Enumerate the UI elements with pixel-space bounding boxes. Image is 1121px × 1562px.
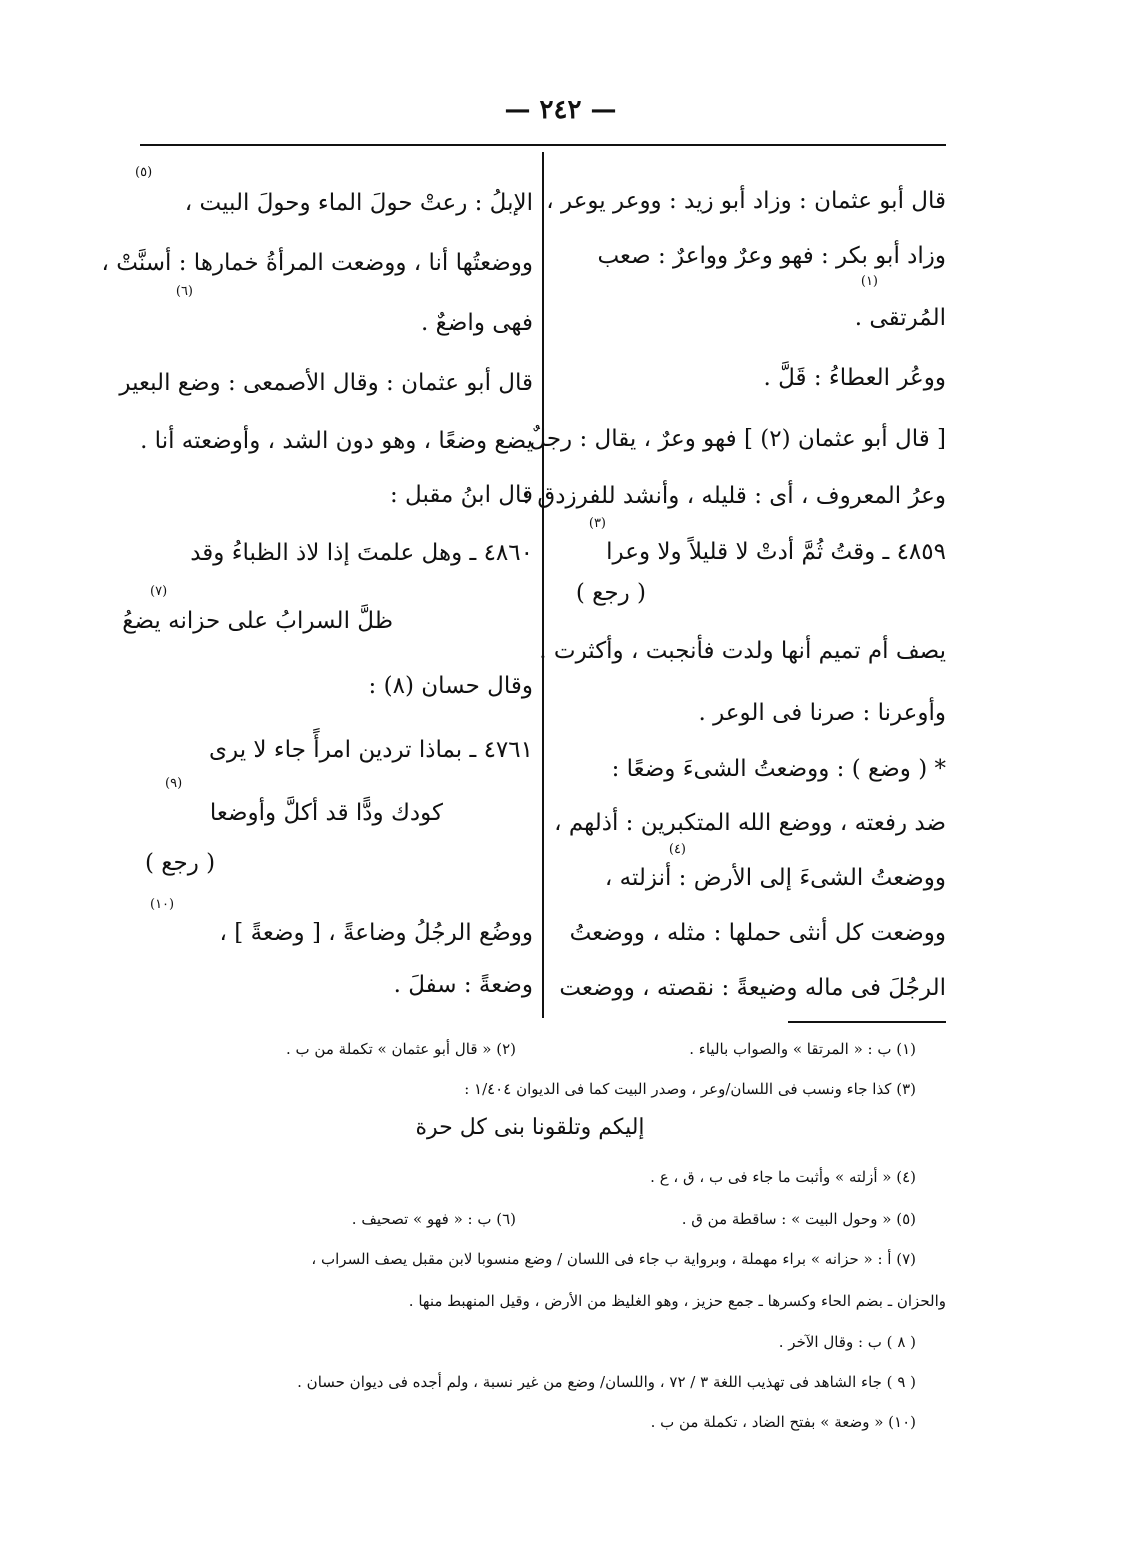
text-line: قال أبو عثمان : وقال الأصمعى : وضع البعير (119, 370, 533, 396)
column-divider (542, 152, 544, 1018)
header-rule (140, 144, 946, 146)
footnote: والحزان ـ بضم الحاء وكسرها ـ جمع حزيز ، وهو الغليظ من الأرض ، وقيل المنهبط منها . (408, 1292, 946, 1310)
footnote-marker: (٣) (588, 516, 606, 531)
verse-line: ٤٨٦٠ ـ وهل علمتَ إذا لاذ الظباءُ وقد (190, 540, 533, 566)
footnote-marker: (١) (860, 274, 878, 289)
footnote: (٢) « قال أبو عثمان » تكملة من ب . (286, 1040, 516, 1058)
text-line: قال أبو عثمان : وزاد أبو زيد : ووعر يوعر ، (546, 188, 946, 214)
verse-line: ٤٧٦١ ـ بماذا تردين امرأً جاء لا يرى (209, 737, 533, 763)
text-line: ووضعت كل أنثى حملها : مثله ، ووضعتُ (569, 920, 946, 946)
text-line: فهى واضعٌ . (421, 310, 533, 336)
text-line: قال ابنُ مقبل : (389, 482, 533, 508)
footnote: (١) ب : « المرتقا » والصواب بالياء . (689, 1040, 916, 1058)
footnote: (١٠) « وضعة » بفتح الضاد ، تكملة من ب . (650, 1413, 916, 1431)
footnote-marker: (٧) (150, 584, 168, 599)
footnote: (٧) أ : « حزانه » براء مهملة ، وبرواية ب جاء فى اللسان / وضع منسوبا لابن مقبل يصف السراب ، (311, 1250, 916, 1268)
text-line: المُرتقى . (854, 305, 946, 331)
text-line: [ قال أبو عثمان (٢) ] فهو وعرٌ ، يقال : رجلٌ (529, 426, 946, 452)
footnote: (٣) كذا جاء ونسب فى اللسان/وعر ، وصدر البيت كما فى الديوان ١/٤٠٤ : (464, 1080, 916, 1098)
footnote: ( ٩ ) جاء الشاهد فى تهذيب اللغة ٣ / ٧٢ ، واللسان/ وضع من غير نسبة ، ولم أجده فى ديوان حسان . (297, 1373, 916, 1391)
footnote-rule (788, 1021, 946, 1023)
footnote: (٥) « وحول البيت » : ساقطة من ق . (681, 1210, 916, 1228)
footnote-marker: (٦) (175, 284, 193, 299)
text-line: يصف أم تميم أنها ولدت فأنجبت ، وأكثرت . (539, 638, 946, 664)
text-line: وقال حسان (٨) : (368, 673, 533, 699)
text-line: وعرُ المعروف ، أى : قليله ، وأنشد للفرزدق : (522, 483, 946, 509)
entry-heading: * ( وضع ) : ووضعتُ الشىءَ وضعًا : (611, 756, 946, 782)
text-line: الإبلُ : رعتْ حولَ الماء وحولَ البيت ، (184, 190, 533, 216)
verse-line: ظلَّ السرابُ على حزانه يضعُ (122, 608, 393, 634)
text-line: الرجُلَ فى ماله وضيعةً : نقصته ، ووضعت (559, 975, 946, 1001)
text-line: وضعةً : سفلَ . (393, 972, 533, 998)
footnote: (٤) « أزلته » وأثبت ما جاء فى ب ، ق ، ع . (650, 1168, 916, 1186)
text-line: ضد رفعته ، ووضع الله المتكبرين : أذلهم ، (554, 810, 946, 836)
footnote: (٦) ب : « فهو » تصحيف . (351, 1210, 516, 1228)
text-line: وزاد أبو بكر : فهو وعرٌ وواعرٌ : صعب (597, 243, 946, 269)
footnote-marker: (١٠) (150, 897, 175, 912)
footnote-marker: (٤) (668, 842, 686, 857)
text-line: ووعُر العطاءُ : قَلَّ . (763, 365, 946, 391)
text-line: ووضعتُها أنا ، ووضعت المرأةُ خمارها : أسنَّتْ ، (101, 250, 533, 276)
verse-tag: ( رجع ) (575, 580, 646, 606)
verse-line: ٤٨٥٩ ـ وقتُ ثُمَّ أدتْ لا قليلاً ولا وعرا (606, 539, 946, 565)
text-line: ووضُع الرجُلُ وضاعةً ، [ وضعةً ] ، (219, 920, 533, 946)
text-line: ووضعتُ الشىءَ إلى الأرض : أنزلته ، (604, 865, 946, 891)
footnote-verse: إليكم وتلقونا بنى كل حرة (415, 1115, 645, 1140)
footnote-marker: (٩) (165, 776, 183, 791)
page-number: — ٢٤٢ — (504, 95, 617, 125)
footnote-marker: (٥) (135, 165, 153, 180)
text-line: وأوعرنا : صرنا فى الوعر . (698, 700, 946, 726)
footnote: ( ٨ ) ب : وقال الآخر . (778, 1333, 916, 1351)
verse-line: كودك ودًّا قد أكلَّ وأوضعا (209, 800, 443, 826)
text-line: يضع وضعًا ، وهو دون الشد ، وأوضعته أنا . (140, 428, 533, 454)
verse-tag: ( رجع ) (145, 850, 216, 876)
